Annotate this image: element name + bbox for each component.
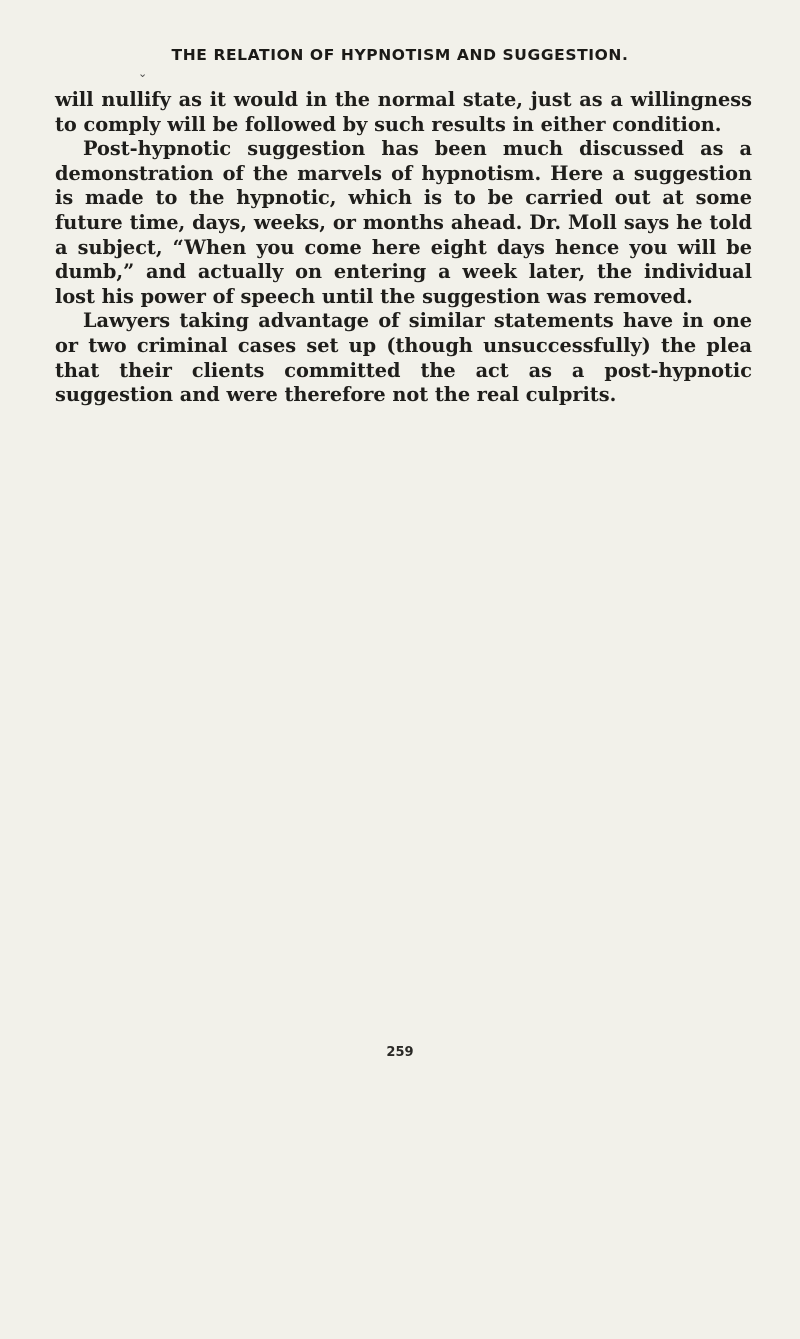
paragraph-post-hypnotic: Post-hypnotic suggestion has been much discussed as a demonstration of the marvels of hypnotism. Here a suggestion is made to the hypnotic, which is to be carried out at some future time, days, weeks, or months ahead. Dr. Moll says he told a subject, “When you come here eight days hence you will be dumb,” and actually on entering a week later, the individual lost his power of speech until the suggestion was removed. <box>55 137 752 308</box>
paragraph-lawyers: Lawyers taking advantage of similar statements have in one or two criminal cases set up (though unsuccessfully) the plea that their clients committed the act as a post-hypnotic suggestion and were therefore not the real culprits. <box>55 309 752 407</box>
running-head: THE RELATION OF HYPNOTISM AND SUGGESTION. <box>171 46 629 64</box>
paragraph-continuation: will nullify as it would in the normal state, just as a willingness to comply will be followed by such results in either condition. <box>55 88 752 136</box>
page-number: 259 <box>386 1045 414 1060</box>
ink-mark: ⌄ <box>138 67 148 80</box>
body-text <box>55 88 752 408</box>
